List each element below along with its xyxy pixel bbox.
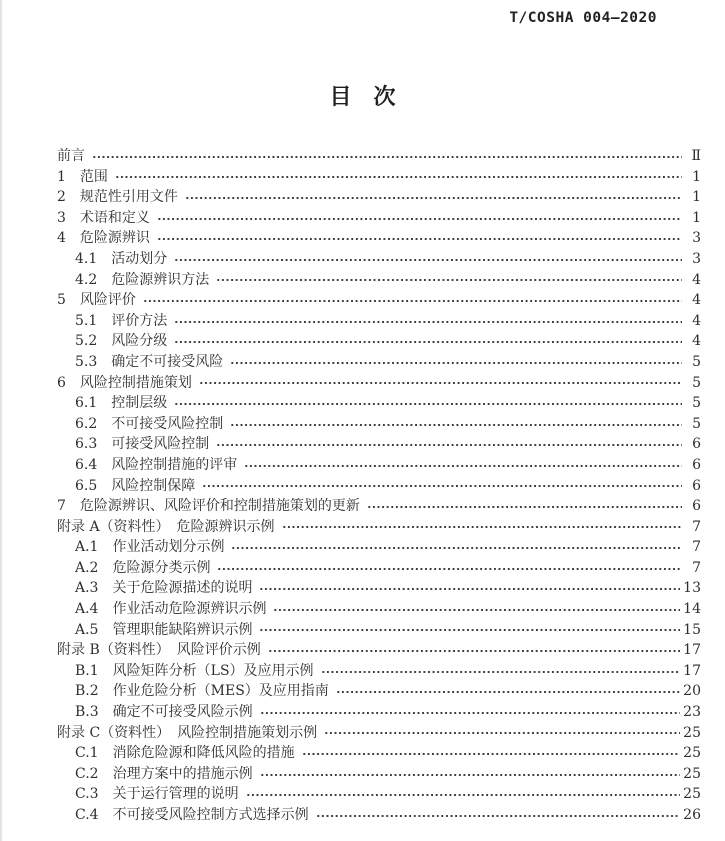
toc-entry bbox=[57, 784, 701, 805]
toc-entry-label: C.4 不可接受风险控制方式选择示例 bbox=[75, 807, 309, 823]
dot-leader bbox=[244, 459, 682, 473]
toc-entry bbox=[57, 290, 701, 311]
toc-entry-page: 7 bbox=[692, 518, 701, 535]
doc-number: T/COSHA 004—2020 bbox=[509, 10, 657, 26]
toc-entry-page: 25 bbox=[683, 765, 701, 782]
dot-leader bbox=[216, 438, 682, 452]
dot-leader bbox=[268, 644, 680, 658]
toc-entry-page: 5 bbox=[692, 395, 701, 412]
toc-entry bbox=[57, 496, 701, 517]
toc-entry-page: 15 bbox=[683, 621, 701, 638]
dot-leader bbox=[316, 809, 681, 823]
toc-entry-label: B.2 作业危险分析（MES）及应用指南 bbox=[75, 683, 329, 700]
dot-leader bbox=[157, 232, 682, 246]
toc-entry-page: 26 bbox=[683, 807, 701, 823]
toc-entry-label: 7 危险源辨识、风险评价和控制措施策划的更新 bbox=[57, 498, 360, 515]
toc-entry bbox=[57, 352, 701, 373]
toc-entry-label: 附录 C（资料性） 风险控制措施策划示例 bbox=[57, 724, 318, 741]
toc-entry-page: 7 bbox=[692, 559, 701, 576]
toc-entry bbox=[57, 311, 701, 332]
toc-entry-page: 5 bbox=[692, 353, 701, 370]
dot-leader bbox=[174, 253, 682, 267]
dot-leader bbox=[282, 520, 682, 534]
toc-entry-label: A.3 关于危险源描述的说明 bbox=[75, 580, 253, 597]
dot-leader bbox=[321, 665, 681, 679]
dot-leader bbox=[246, 788, 681, 802]
dot-leader bbox=[174, 335, 682, 349]
dot-leader bbox=[202, 479, 682, 493]
dot-leader bbox=[259, 623, 680, 637]
toc-entry bbox=[57, 434, 701, 455]
toc-entry-page: 5 bbox=[692, 374, 701, 391]
toc-entry-label: 5.2 风险分级 bbox=[75, 333, 168, 350]
toc-entry bbox=[57, 537, 701, 558]
toc-entry-label: A.4 作业活动危险源辨识示例 bbox=[75, 601, 267, 618]
toc-entry-page: 4 bbox=[692, 271, 701, 288]
toc-entry bbox=[57, 476, 701, 497]
toc-entry bbox=[57, 681, 701, 702]
dot-leader bbox=[260, 706, 681, 720]
toc-entry bbox=[57, 331, 701, 352]
toc-entry bbox=[57, 640, 701, 661]
dot-leader bbox=[273, 603, 680, 617]
toc-entry bbox=[57, 599, 701, 620]
toc-entry bbox=[57, 208, 701, 229]
toc-entry-page: 23 bbox=[683, 704, 701, 721]
toc-entry bbox=[57, 764, 701, 785]
toc-entry-label: A.1 作业活动划分示例 bbox=[75, 539, 225, 556]
dot-leader bbox=[199, 376, 682, 390]
toc-entry bbox=[57, 558, 701, 579]
toc-entry-page: 4 bbox=[692, 333, 701, 350]
toc-entry bbox=[57, 743, 701, 764]
toc-entry-label: 4.2 危险源辨识方法 bbox=[75, 271, 210, 288]
toc-entry-label: 6.4 风险控制措施的评审 bbox=[75, 456, 238, 473]
toc-entry-page: 6 bbox=[692, 456, 701, 473]
dot-leader bbox=[143, 294, 682, 308]
toc-entry-label: 前言 bbox=[57, 148, 85, 164]
toc-entry bbox=[57, 249, 701, 270]
toc-entry-page: 14 bbox=[683, 601, 701, 618]
dot-leader bbox=[185, 191, 682, 205]
toc-entry-label: 1 范围 bbox=[57, 168, 108, 185]
toc-entry bbox=[57, 661, 701, 682]
toc-entry-label: 6.5 风险控制保障 bbox=[75, 477, 196, 494]
toc-entry bbox=[57, 270, 701, 291]
toc-entry-label: 5.3 确定不可接受风险 bbox=[75, 353, 224, 370]
toc-entry-label: A.5 管理职能缺陷辨识示例 bbox=[75, 621, 253, 638]
toc-entry bbox=[57, 805, 701, 826]
dot-leader bbox=[92, 150, 682, 164]
dot-leader bbox=[115, 170, 682, 184]
toc-entry bbox=[57, 517, 701, 538]
toc-entry-page: 25 bbox=[683, 786, 701, 803]
toc-entry-label: B.3 确定不可接受风险示例 bbox=[75, 704, 253, 721]
toc-entry bbox=[57, 702, 701, 723]
toc-entry-page: 6 bbox=[692, 436, 701, 453]
toc-entry-label: A.2 危险源分类示例 bbox=[75, 559, 211, 576]
toc-entry-label: 5 风险评价 bbox=[57, 292, 136, 309]
toc-entry bbox=[57, 620, 701, 641]
dot-leader bbox=[174, 397, 682, 411]
toc-entry-label: 6 风险控制措施策划 bbox=[57, 374, 192, 391]
toc-entry-page: 7 bbox=[692, 539, 701, 556]
toc-entry-page: 25 bbox=[683, 745, 701, 762]
toc-entry bbox=[57, 455, 701, 476]
toc-entry-label: 附录 B（资料性） 风险评价示例 bbox=[57, 642, 261, 659]
toc-entry-page: 5 bbox=[692, 415, 701, 432]
toc-entry-page: 3 bbox=[692, 230, 701, 247]
toc-entry-label: 5.1 评价方法 bbox=[75, 312, 168, 329]
toc-entry-page: Ⅱ bbox=[691, 148, 701, 164]
toc-entry-page: 4 bbox=[692, 312, 701, 329]
toc-entry bbox=[57, 393, 701, 414]
page-title: 目 次 bbox=[329, 84, 396, 110]
dot-leader bbox=[216, 273, 682, 287]
toc-entry bbox=[57, 373, 701, 394]
toc-entry-label: 2 规范性引用文件 bbox=[57, 189, 178, 206]
dot-leader bbox=[259, 582, 680, 596]
dot-leader bbox=[231, 541, 682, 555]
toc-entry-label: 3 术语和定义 bbox=[57, 209, 150, 226]
dot-leader bbox=[367, 500, 682, 514]
toc-entry-page: 17 bbox=[683, 662, 701, 679]
toc-entry bbox=[57, 228, 701, 249]
toc-entry-page: 25 bbox=[683, 724, 701, 741]
toc-entry-label: B.1 风险矩阵分析（LS）及应用示例 bbox=[75, 662, 314, 679]
toc-entry-page: 1 bbox=[692, 168, 701, 185]
dot-leader bbox=[230, 418, 682, 432]
toc-entry-label: 附录 A（资料性） 危险源辨识示例 bbox=[57, 518, 275, 535]
toc-entry-page: 3 bbox=[692, 250, 701, 267]
toc-entry bbox=[57, 723, 701, 744]
toc-entry bbox=[57, 414, 701, 435]
toc-entry-label: 4.1 活动划分 bbox=[75, 250, 168, 267]
toc-entry-page: 6 bbox=[692, 498, 701, 515]
dot-leader bbox=[174, 315, 682, 329]
dot-leader bbox=[230, 356, 682, 370]
toc-entry-label: C.3 关于运行管理的说明 bbox=[75, 786, 239, 803]
toc-entry-page: 1 bbox=[692, 189, 701, 206]
dot-leader bbox=[336, 685, 680, 699]
toc-entry bbox=[57, 578, 701, 599]
dot-leader bbox=[157, 212, 682, 226]
toc-entry-page: 6 bbox=[692, 477, 701, 494]
toc-entry bbox=[57, 167, 701, 188]
toc-entry bbox=[57, 146, 701, 167]
toc-entry-label: 6.2 不可接受风险控制 bbox=[75, 415, 224, 432]
toc-entry-label: 4 危险源辨识 bbox=[57, 230, 150, 247]
toc-entry bbox=[57, 187, 701, 208]
dot-leader bbox=[302, 747, 681, 761]
dot-leader bbox=[260, 768, 681, 782]
dot-leader bbox=[217, 562, 682, 576]
toc-entry-label: 6.1 控制层级 bbox=[75, 395, 168, 412]
toc-entry-page: 17 bbox=[683, 642, 701, 659]
toc-entry-label: C.1 消除危险源和降低风险的措施 bbox=[75, 745, 295, 762]
toc-entry-label: 6.3 可接受风险控制 bbox=[75, 436, 210, 453]
toc-list bbox=[57, 146, 701, 826]
toc-entry-label: C.2 治理方案中的措施示例 bbox=[75, 765, 253, 782]
scan-edge bbox=[0, 0, 3, 841]
toc-entry-page: 20 bbox=[683, 683, 701, 700]
toc-entry-page: 4 bbox=[692, 292, 701, 309]
toc-entry-page: 1 bbox=[692, 209, 701, 226]
toc-entry-page: 13 bbox=[683, 580, 701, 597]
dot-leader bbox=[324, 726, 680, 740]
